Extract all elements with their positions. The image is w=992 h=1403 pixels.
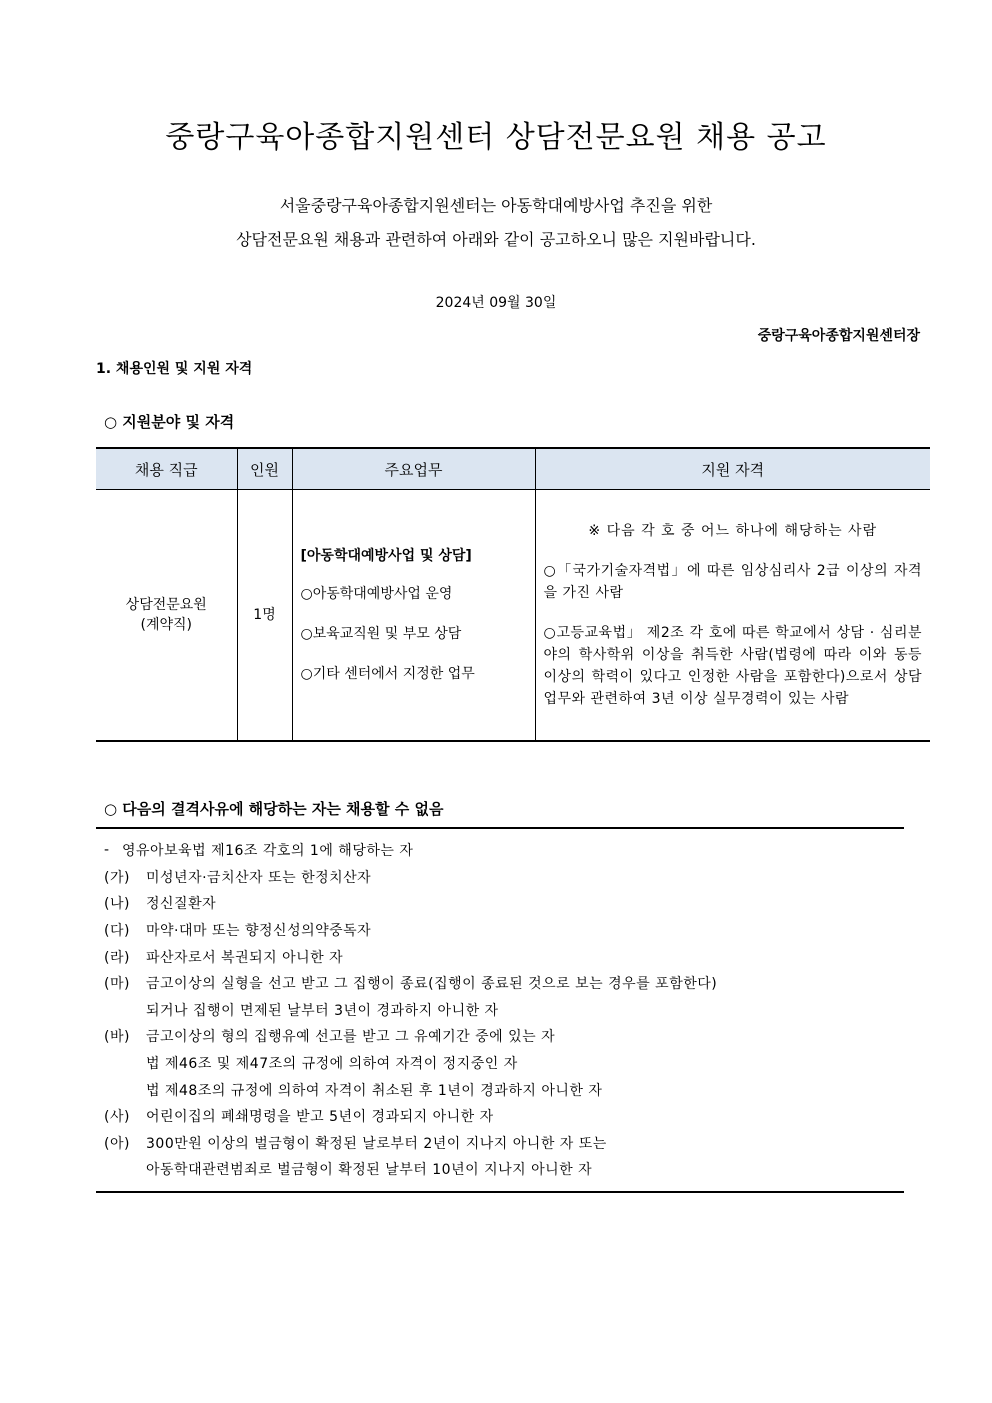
list-text: 영유아보육법 제16조 각호의 1에 해당하는 자 xyxy=(122,843,414,860)
list-text: 미성년자·금치산자 또는 한정치산자 xyxy=(146,869,372,886)
list-marker: (바) xyxy=(104,1029,130,1046)
list-marker: (나) xyxy=(104,896,130,913)
list-text: 정신질환자 xyxy=(146,896,217,913)
intro-line-1: 서울중랑구육아종합지원센터는 아동학대예방사업 추진을 위한 xyxy=(279,196,713,215)
list-marker: (다) xyxy=(104,923,130,940)
subsection-heading-disqualifications: ○ 다음의 결격사유에 해당하는 자는 채용할 수 없음 xyxy=(104,800,444,818)
header-qualifications: 지원 자격 xyxy=(535,448,930,490)
position-name: 상담전문요원 xyxy=(125,596,207,613)
duty-item: ○아동학대예방사업 운영 xyxy=(300,585,453,602)
list-text: 금고이상의 실형을 선고 받고 그 집행이 종료(집행이 종료된 것으로 보는 경우를 포함한다) xyxy=(146,976,718,993)
disqualification-box xyxy=(96,827,904,1193)
list-item-continuation xyxy=(96,1050,904,1077)
list-item-continuation xyxy=(96,1156,904,1183)
qualifications-cell xyxy=(535,490,930,742)
list-marker: (사) xyxy=(104,1109,130,1126)
table-row xyxy=(96,490,930,742)
list-item xyxy=(96,890,904,917)
list-item xyxy=(96,837,904,864)
qualification-note: ※ 다음 각 호 중 어느 하나에 해당하는 사람 xyxy=(588,523,878,539)
list-item xyxy=(96,1023,904,1050)
list-text: 어린이집의 폐쇄명령을 받고 5년이 경과되지 아니한 자 xyxy=(146,1109,494,1126)
notice-date: 2024년 09월 30일 xyxy=(435,295,557,311)
list-text: 아동학대관련범죄로 벌금형이 확정된 날부터 10년이 지나지 아니한 자 xyxy=(146,1162,593,1179)
list-marker: (아) xyxy=(104,1135,130,1152)
list-marker: (가) xyxy=(104,869,130,886)
header-count: 인원 xyxy=(237,448,292,490)
list-text: 파산자로서 복권되지 아니한 자 xyxy=(146,949,344,966)
qualification-item: ○「국가기술자격법」에 따른 임상심리사 2급 이상의 자격을 가진 사람 xyxy=(543,563,922,601)
position-cell xyxy=(96,490,237,742)
table-header-row xyxy=(96,448,930,490)
list-text: 300만원 이상의 벌금형이 확정된 날로부터 2년이 지나지 아니한 자 또는 xyxy=(146,1135,607,1152)
intro-line-2: 상담전문요원 채용과 관련하여 아래와 같이 공고하오니 많은 지원바랍니다. xyxy=(236,230,756,249)
position-type: (계약직) xyxy=(140,617,192,633)
list-item xyxy=(96,1130,904,1157)
duty-item: ○기타 센터에서 지정한 업무 xyxy=(300,666,475,683)
notice-author: 중랑구육아종합지원센터장 xyxy=(757,328,920,344)
list-item xyxy=(96,970,904,997)
recruitment-table xyxy=(96,447,930,742)
duty-item: ○보육교직원 및 부모 상담 xyxy=(300,626,462,642)
list-item-continuation xyxy=(96,1076,904,1103)
list-item-continuation xyxy=(96,997,904,1024)
count-cell: 1명 xyxy=(237,490,292,742)
list-item xyxy=(96,1103,904,1130)
list-item xyxy=(96,943,904,970)
list-item xyxy=(96,864,904,891)
header-position: 채용 직급 xyxy=(96,448,237,490)
subsection-heading-qualifications: ○ 지원분야 및 자격 xyxy=(104,413,235,431)
header-duties: 주요업무 xyxy=(292,448,535,490)
list-item xyxy=(96,917,904,944)
list-marker: (라) xyxy=(104,949,130,966)
list-text: 되거나 집행이 면제된 날부터 3년이 경과하지 아니한 자 xyxy=(146,1002,499,1019)
list-text: 마약·대마 또는 향정신성의약중독자 xyxy=(146,923,372,940)
list-text: 법 제46조 및 제47조의 규정에 의하여 자격이 정지중인 자 xyxy=(146,1056,518,1073)
list-marker: - xyxy=(104,842,110,859)
qualification-item: ○고등교육법」 제2조 각 호에 따른 학교에서 상담 · 심리분야의 학사학위 이상을 취득한 사람(법령에 따라 이와 동등 이상의 학력이 있다고 인정한 사람을 포함한다)으로서 상담업무와 관련하여 3년 이상 실무경력이 있는 사람 xyxy=(543,625,922,707)
duties-cell xyxy=(292,490,535,742)
section-heading-recruitment: 1. 채용인원 및 지원 자격 xyxy=(96,361,253,377)
page-title: 중랑구육아종합지원센터 상담전문요원 채용 공고 xyxy=(165,120,827,155)
list-text: 법 제48조의 규정에 의하여 자격이 취소된 후 1년이 경과하지 아니한 자 xyxy=(146,1082,603,1099)
list-marker: (마) xyxy=(104,976,130,993)
duties-title: [아동학대예방사업 및 상담] xyxy=(300,547,472,564)
list-text: 금고이상의 형의 집행유예 선고를 받고 그 유예기간 중에 있는 자 xyxy=(146,1029,556,1046)
